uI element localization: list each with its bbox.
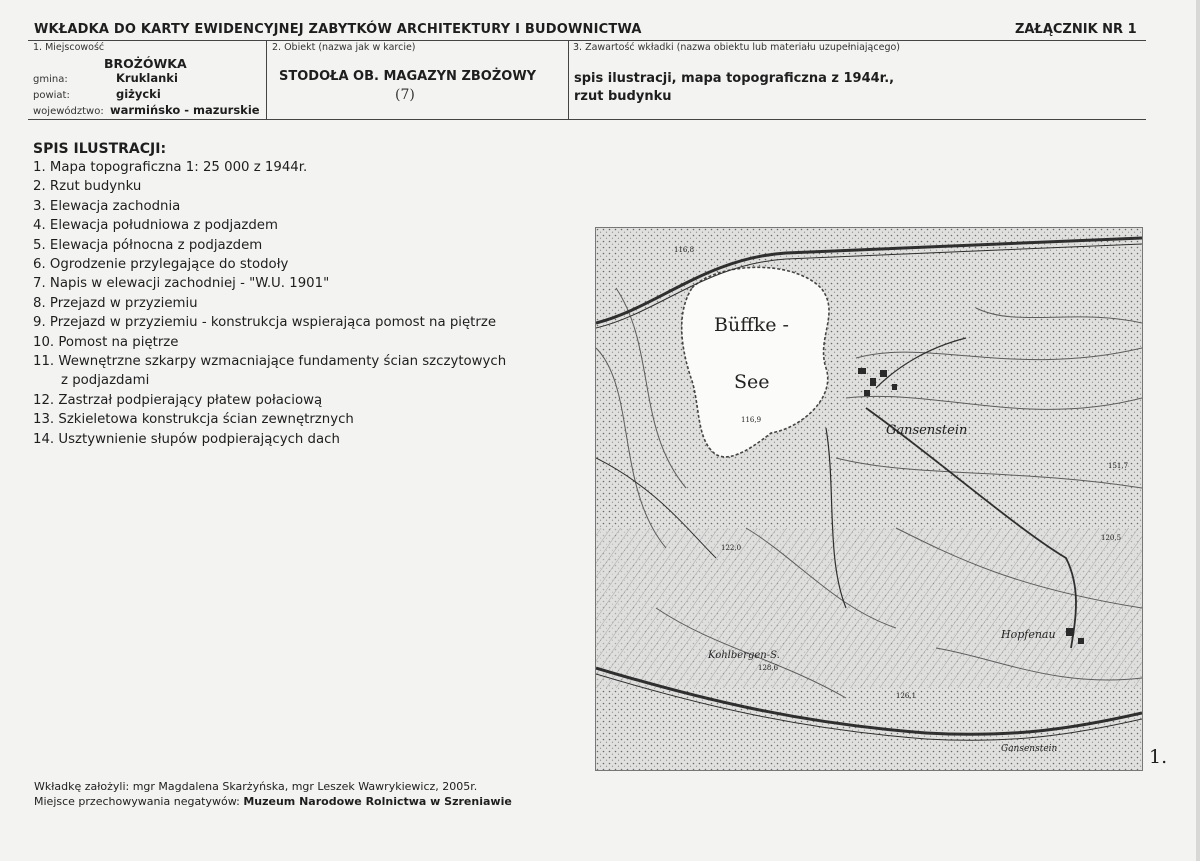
gmina-value: Kruklanki	[116, 71, 178, 85]
elevation-label: 116,8	[674, 246, 695, 254]
voivodeship-value: warmińsko - mazurskie	[110, 103, 260, 117]
list-item: 8. Przejazd w przyziemiu	[33, 295, 198, 311]
lake-name-line-2: See	[734, 371, 770, 393]
list-item: 14. Usztywnienie słupów podpierających dach	[33, 431, 340, 447]
document-title: WKŁADKA DO KARTY EWIDENCYJNEJ ZABYTKÓW ARCHITEKTURY I BUDOWNICTWA	[34, 22, 642, 37]
list-item: 13. Szkieletowa konstrukcja ścian zewnętrznych	[33, 412, 354, 428]
elevation-label: 128,6	[758, 664, 779, 672]
lake-name-line-1: Büffke -	[714, 314, 789, 336]
storage-prefix: Miejsce przechowywania negatywów:	[34, 795, 244, 808]
list-item: 10. Pomost na piętrze	[33, 334, 179, 350]
town-name: BROŻÓWKA	[104, 56, 187, 71]
list-item: 11. Wewnętrzne szkarpy wzmacniające fundamenty ścian szczytowych	[33, 354, 507, 370]
location-cell	[28, 41, 266, 119]
elevation-label: 126,1	[896, 692, 917, 700]
storage-note	[34, 795, 512, 808]
map-drawing	[596, 228, 1142, 770]
terrain-texture	[596, 228, 1142, 770]
list-item: 9. Przejazd w przyziemiu - konstrukcja wspierająca pomost na piętrze	[33, 315, 497, 331]
annex-label: ZAŁĄCZNIK NR 1	[1015, 22, 1137, 37]
elevation-label: 122,0	[721, 544, 742, 552]
place-label: Hopfenau	[1001, 628, 1056, 641]
list-item: 7. Napis w elewacji zachodniej - "W.U. 1901"	[33, 276, 330, 292]
scan-edge	[1196, 0, 1200, 861]
list-item-continuation: z podjazdami	[61, 373, 150, 389]
elevation-label: 116,9	[741, 416, 762, 424]
place-label: Kohlbergen-S.	[708, 650, 780, 661]
object-name: STODOŁA OB. MAGAZYN ZBOŻOWY	[279, 69, 537, 84]
forest-area	[596, 528, 1142, 688]
list-item: 4. Elewacja południowa z podjazdem	[33, 218, 278, 234]
header-table	[28, 41, 1146, 120]
contents-line-2: rzut budynku	[574, 89, 672, 104]
list-item: 12. Zastrzał podpierający płatew połaciową	[33, 392, 323, 408]
list-item: 2. Rzut budynku	[33, 179, 142, 195]
illustrations-heading: SPIS ILUSTRACJI:	[33, 141, 167, 157]
figure-number: 1.	[1149, 746, 1168, 768]
contents-cell	[568, 41, 1147, 119]
object-cell	[266, 41, 569, 119]
list-item: 1. Mapa topograficzna 1: 25 000 z 1944r.	[33, 160, 308, 175]
list-item: 5. Elewacja północna z podjazdem	[33, 237, 263, 253]
elevation-label: 151,7	[1108, 462, 1129, 470]
gmina-label: gmina:	[33, 74, 68, 85]
topographic-map	[595, 227, 1143, 771]
object-label: 2. Obiekt (nazwa jak w karcie)	[272, 42, 416, 53]
powiat-value: giżycki	[116, 87, 161, 101]
powiat-label: powiat:	[33, 90, 70, 101]
location-label: 1. Miejscowość	[33, 42, 105, 53]
contents-label: 3. Zawartość wkładki (nazwa obiektu lub materiału uzupełniającego)	[573, 42, 900, 53]
author-note: Wkładkę założyli: mgr Magdalena Skarżyńska, mgr Leszek Wawrykiewicz, 2005r.	[34, 780, 478, 793]
contents-line-1: spis ilustracji, mapa topograficzna z 1944r.,	[574, 71, 895, 86]
contents-text	[574, 70, 894, 106]
list-item: 6. Ogrodzenie przylegające do stodoły	[33, 257, 289, 273]
elevation-label: 120,5	[1101, 534, 1122, 542]
voivodeship-label: województwo:	[33, 106, 104, 117]
list-item: 3. Elewacja zachodnia	[33, 198, 181, 214]
place-label: Gansenstein	[886, 423, 968, 438]
object-number: (7)	[395, 87, 415, 103]
place-label: Gansenstein	[1001, 744, 1058, 754]
illustrations-list	[33, 158, 506, 449]
storage-place: Muzeum Narodowe Rolnictwa w Szreniawie	[243, 795, 512, 808]
